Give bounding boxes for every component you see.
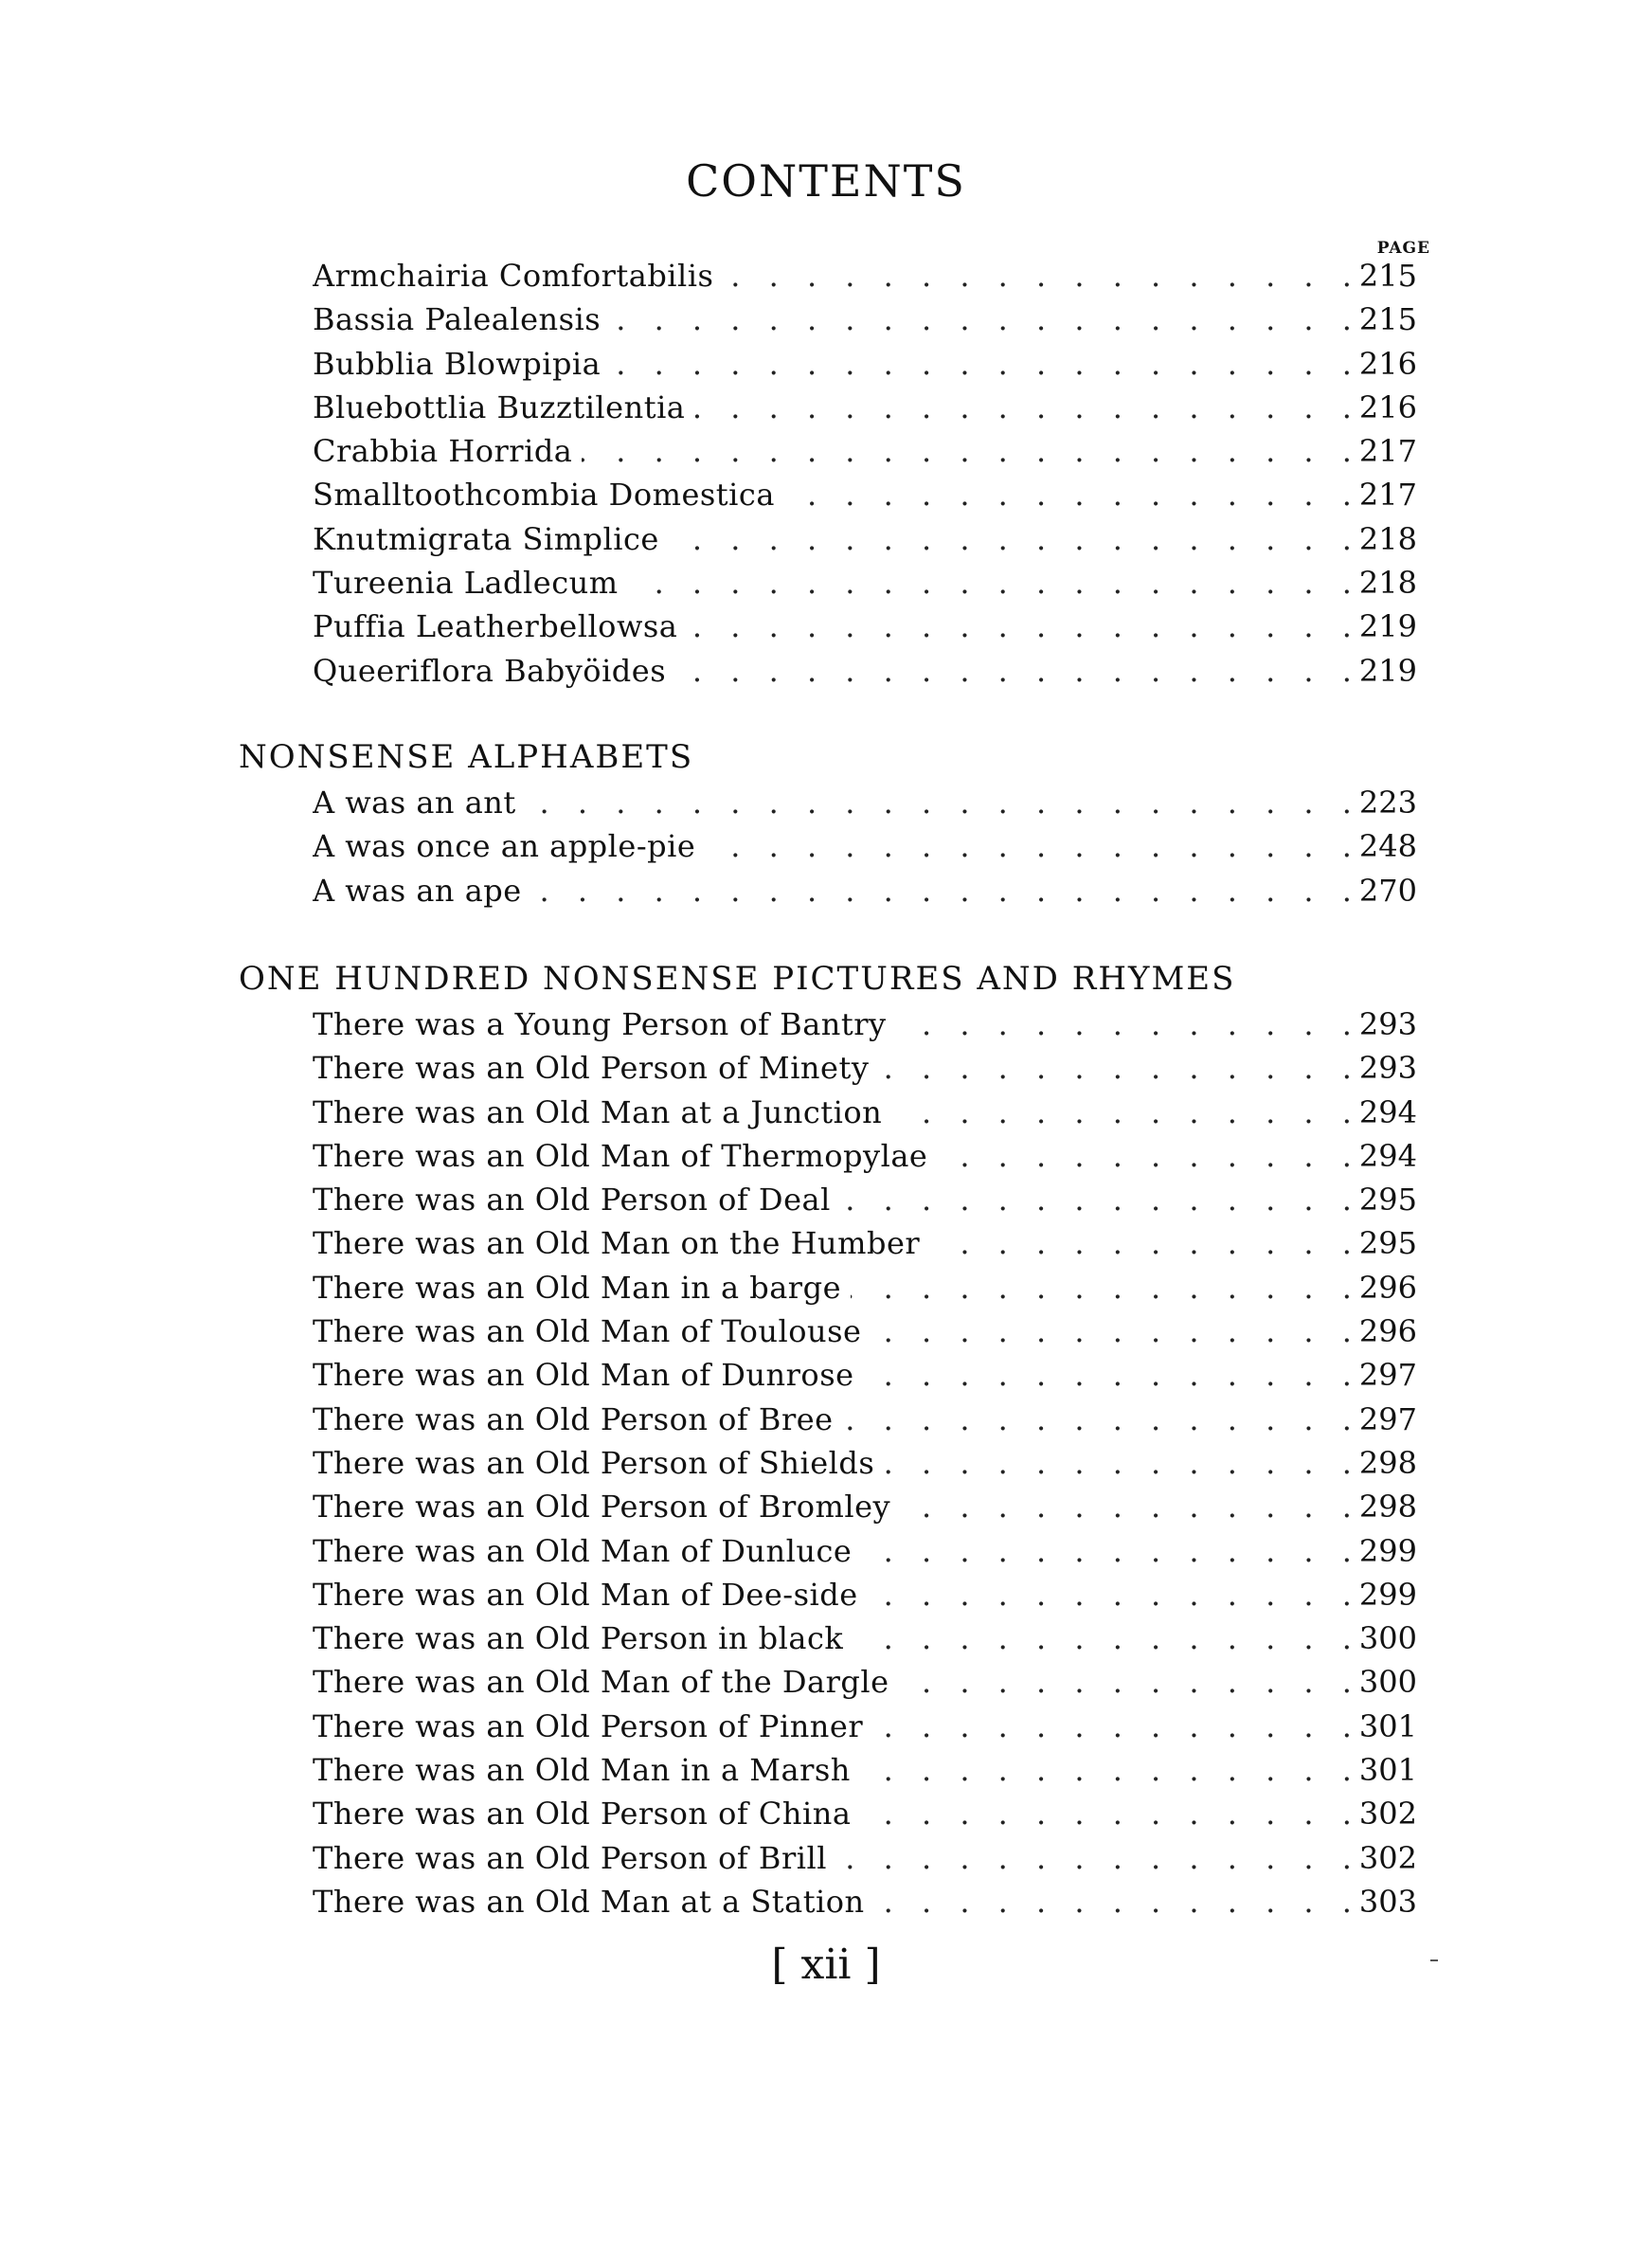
toc-entry-title: There was an Old Person of Pinner bbox=[313, 1707, 864, 1744]
dot-leader bbox=[872, 1708, 1352, 1744]
footer-page-number: [ xii ] bbox=[771, 1941, 881, 1989]
dot-leader bbox=[929, 1225, 1352, 1261]
toc-entry-title: Queeriflora Babyöides bbox=[313, 652, 667, 689]
toc-entry bbox=[313, 1796, 1417, 1839]
toc-entry-page: 293 bbox=[1358, 1006, 1417, 1042]
page-title: CONTENTS bbox=[686, 155, 966, 207]
toc-entry bbox=[313, 346, 1417, 389]
dot-leader bbox=[874, 1884, 1352, 1920]
toc-entry-page: 248 bbox=[1358, 828, 1417, 865]
toc-entry-page: 217 bbox=[1358, 433, 1417, 470]
toc-section-alphabets bbox=[313, 785, 1417, 916]
section-heading-rhymes: ONE HUNDRED NONSENSE PICTURES AND RHYMES bbox=[239, 960, 1236, 998]
toc-entry-title: Bubblia Blowpipia bbox=[313, 345, 602, 382]
dot-leader bbox=[610, 346, 1352, 382]
toc-entry-page: 216 bbox=[1358, 345, 1417, 382]
dot-leader bbox=[868, 1577, 1352, 1613]
toc-entry-title: There was a Young Person of Bantry bbox=[313, 1006, 887, 1042]
page-mark bbox=[1430, 1959, 1438, 1961]
dot-leader bbox=[864, 1357, 1352, 1393]
toc-entry-title: There was an Old Man in a barge bbox=[313, 1269, 842, 1306]
toc-entry-page: 295 bbox=[1358, 1182, 1417, 1219]
toc-entry-title: There was an Old Man in a Marsh bbox=[313, 1752, 851, 1789]
toc-entry-title: Smalltoothcombia Domestica bbox=[313, 477, 775, 514]
toc-entry bbox=[313, 301, 1417, 345]
toc-entry-title: Tureenia Ladlecum bbox=[313, 565, 619, 602]
toc-entry bbox=[313, 1270, 1417, 1313]
toc-entry bbox=[313, 1533, 1417, 1577]
toc-entry-title: There was an Old Man of Toulouse bbox=[313, 1313, 862, 1350]
dot-leader bbox=[900, 1489, 1352, 1525]
toc-entry bbox=[313, 477, 1417, 520]
toc-entry bbox=[313, 828, 1417, 872]
dot-leader bbox=[723, 258, 1352, 294]
toc-entry bbox=[313, 1620, 1417, 1664]
toc-entry bbox=[313, 1182, 1417, 1225]
dot-leader bbox=[669, 521, 1352, 557]
toc-section-rhymes bbox=[313, 1006, 1417, 1927]
toc-entry-title: Bassia Palealensis bbox=[313, 301, 602, 338]
toc-entry bbox=[313, 1577, 1417, 1620]
dot-leader bbox=[853, 1620, 1352, 1656]
dot-leader bbox=[899, 1664, 1352, 1700]
dot-leader bbox=[860, 1796, 1351, 1832]
toc-entry bbox=[313, 873, 1417, 916]
toc-entry-page: 294 bbox=[1358, 1137, 1417, 1174]
toc-entry-page: 299 bbox=[1358, 1576, 1417, 1613]
toc-entry bbox=[313, 1050, 1417, 1093]
toc-entry bbox=[313, 1445, 1417, 1489]
toc-entry bbox=[313, 1357, 1417, 1400]
toc-entry-title: There was an Old Man of Dunrose bbox=[313, 1357, 854, 1394]
dot-leader bbox=[784, 477, 1352, 513]
dot-leader bbox=[871, 1313, 1351, 1349]
toc-entry-page: 219 bbox=[1358, 608, 1417, 645]
toc-entry-page: 303 bbox=[1358, 1883, 1417, 1920]
toc-entry bbox=[313, 389, 1417, 433]
toc-entry-page: 302 bbox=[1358, 1839, 1417, 1876]
toc-entry-page: 223 bbox=[1358, 785, 1417, 821]
dot-leader bbox=[861, 1533, 1352, 1569]
toc-entry-page: 295 bbox=[1358, 1225, 1417, 1262]
dot-leader bbox=[526, 785, 1352, 821]
toc-entry-title: There was an Old Person in black bbox=[313, 1620, 844, 1657]
toc-entry-title: A was once an apple-pie bbox=[313, 828, 696, 865]
toc-entry-title: A was an ant bbox=[313, 785, 516, 821]
toc-entry-page: 298 bbox=[1358, 1444, 1417, 1481]
toc-entry-page: 293 bbox=[1358, 1050, 1417, 1087]
dot-leader bbox=[860, 1752, 1352, 1788]
toc-entry-page: 297 bbox=[1358, 1357, 1417, 1394]
toc-entry bbox=[313, 608, 1417, 652]
dot-leader bbox=[884, 1445, 1352, 1481]
toc-entry-title: Bluebottlia Buzztilentia bbox=[313, 388, 686, 425]
toc-entry-page: 301 bbox=[1358, 1707, 1417, 1744]
toc-entry bbox=[313, 653, 1417, 696]
toc-entry bbox=[313, 521, 1417, 565]
toc-entry bbox=[313, 1708, 1417, 1752]
toc-entry bbox=[313, 1401, 1417, 1445]
toc-entry-page: 215 bbox=[1358, 301, 1417, 338]
toc-entry-title: There was an Old Person of Shields bbox=[313, 1444, 875, 1481]
toc-entry bbox=[313, 1006, 1417, 1050]
dot-leader bbox=[628, 565, 1352, 601]
toc-entry-title: There was an Old Person of Deal bbox=[313, 1182, 831, 1219]
toc-entry bbox=[313, 1313, 1417, 1357]
dot-leader bbox=[891, 1094, 1352, 1130]
toc-entry bbox=[313, 258, 1417, 301]
toc-entry bbox=[313, 1138, 1417, 1182]
toc-entry-page: 217 bbox=[1358, 477, 1417, 514]
toc-entry-page: 219 bbox=[1358, 652, 1417, 689]
toc-entry-page: 300 bbox=[1358, 1620, 1417, 1657]
dot-leader bbox=[851, 1270, 1352, 1306]
toc-entry-page: 298 bbox=[1358, 1489, 1417, 1526]
toc-entry-title: There was an Old Man at a Junction bbox=[313, 1093, 883, 1130]
toc-entry bbox=[313, 1489, 1417, 1532]
dot-leader bbox=[687, 608, 1352, 644]
page-column-label: PAGE bbox=[1376, 239, 1430, 258]
toc-entry-title: Armchairia Comfortabilis bbox=[313, 258, 714, 294]
toc-entry bbox=[313, 785, 1417, 828]
toc-entry-page: 218 bbox=[1358, 565, 1417, 602]
dot-leader bbox=[896, 1006, 1352, 1042]
toc-entry-title: There was an Old Person of Brill bbox=[313, 1839, 827, 1876]
toc-entry-title: A was an ape bbox=[313, 872, 522, 909]
toc-entry-title: Knutmigrata Simplice bbox=[313, 520, 659, 557]
toc-entry-title: There was an Old Man of Dunluce bbox=[313, 1532, 853, 1569]
toc-entry-page: 218 bbox=[1358, 520, 1417, 557]
toc-entry bbox=[313, 1225, 1417, 1269]
toc-entry-title: There was an Old Person of Bromley bbox=[313, 1489, 891, 1526]
dot-leader bbox=[878, 1050, 1352, 1086]
toc-entry bbox=[313, 1752, 1417, 1796]
toc-entry-page: 299 bbox=[1358, 1532, 1417, 1569]
toc-entry-page: 296 bbox=[1358, 1269, 1417, 1306]
dot-leader bbox=[840, 1182, 1352, 1218]
toc-entry-page: 297 bbox=[1358, 1400, 1417, 1437]
toc-entry-title: There was an Old Man on the Humber bbox=[313, 1225, 921, 1262]
toc-entry-page: 302 bbox=[1358, 1796, 1417, 1833]
toc-entry-title: There was an Old Person of Bree bbox=[313, 1400, 834, 1437]
toc-entry-page: 301 bbox=[1358, 1752, 1417, 1789]
toc-entry-title: There was an Old Person of Minety bbox=[313, 1050, 870, 1087]
dot-leader bbox=[843, 1401, 1352, 1437]
toc-entry-page: 216 bbox=[1358, 388, 1417, 425]
dot-leader bbox=[937, 1138, 1352, 1174]
dot-leader bbox=[694, 389, 1352, 425]
toc-entry bbox=[313, 1664, 1417, 1707]
dot-leader bbox=[582, 433, 1352, 469]
dot-leader bbox=[675, 653, 1352, 689]
toc-entry bbox=[313, 1884, 1417, 1927]
dot-leader bbox=[610, 301, 1352, 337]
toc-entry-title: There was an Old Man of the Dargle bbox=[313, 1664, 889, 1701]
dot-leader bbox=[836, 1840, 1352, 1876]
toc-entry bbox=[313, 565, 1417, 608]
toc-section-plants bbox=[313, 258, 1417, 696]
toc-entry-page: 294 bbox=[1358, 1093, 1417, 1130]
toc-entry-page: 215 bbox=[1358, 258, 1417, 294]
toc-entry-title: There was an Old Person of China bbox=[313, 1796, 852, 1833]
toc-entry-title: Puffia Leatherbellowsa bbox=[313, 608, 678, 645]
toc-entry bbox=[313, 433, 1417, 477]
dot-leader bbox=[705, 828, 1352, 864]
toc-entry-title: There was an Old Man of Thermopylae bbox=[313, 1137, 928, 1174]
dot-leader bbox=[531, 873, 1352, 909]
toc-entry bbox=[313, 1094, 1417, 1138]
toc-entry-title: Crabbia Horrida bbox=[313, 433, 573, 470]
toc-entry-title: There was an Old Man at a Station bbox=[313, 1883, 865, 1920]
toc-entry-title: There was an Old Man of Dee-side bbox=[313, 1576, 858, 1613]
toc-entry bbox=[313, 1840, 1417, 1884]
toc-entry-page: 296 bbox=[1358, 1313, 1417, 1350]
toc-entry-page: 270 bbox=[1358, 872, 1417, 909]
toc-entry-page: 300 bbox=[1358, 1664, 1417, 1701]
section-heading-alphabets: NONSENSE ALPHABETS bbox=[239, 738, 694, 776]
